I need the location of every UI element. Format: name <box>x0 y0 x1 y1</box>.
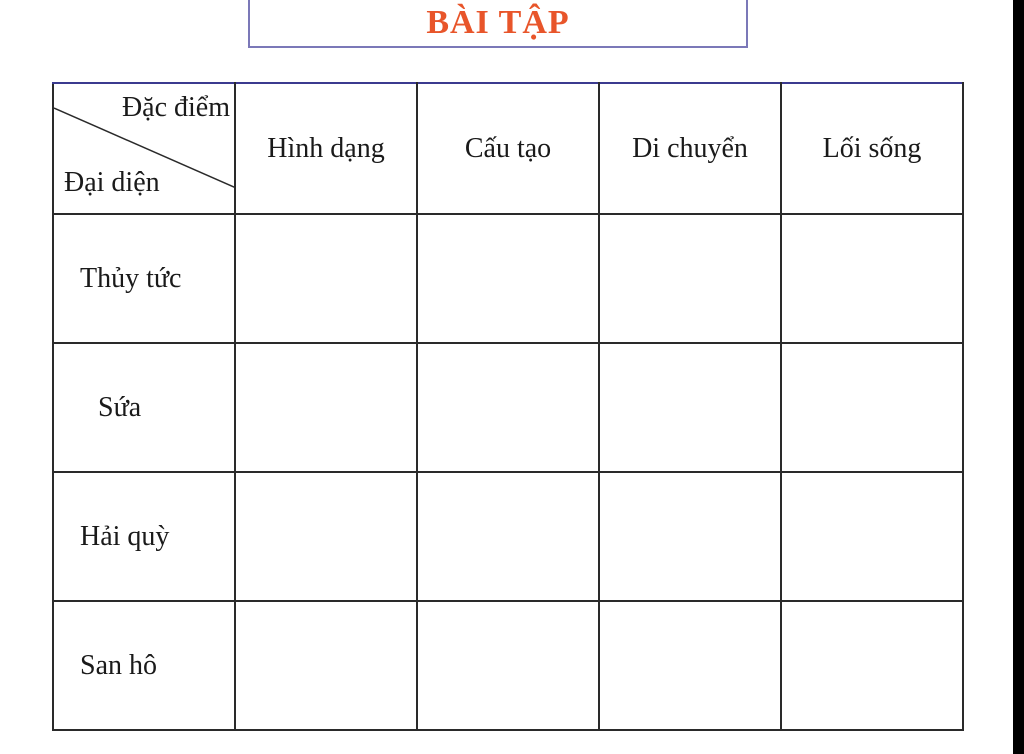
answer-cell[interactable] <box>235 472 417 601</box>
corner-header-cell <box>53 83 235 214</box>
title-box <box>248 0 748 48</box>
corner-label-representatives: Đại diện <box>64 167 160 198</box>
row-label: Sứa <box>53 343 235 472</box>
answer-cell[interactable] <box>781 472 963 601</box>
column-header: Hình dạng <box>235 83 417 214</box>
answer-cell[interactable] <box>235 343 417 472</box>
table-row <box>53 472 963 601</box>
row-label: San hô <box>53 601 235 730</box>
table-row <box>53 343 963 472</box>
answer-cell[interactable] <box>417 214 599 343</box>
answer-cell[interactable] <box>781 214 963 343</box>
answer-cell[interactable] <box>781 601 963 730</box>
corner-label-features: Đặc điểm <box>121 92 230 123</box>
column-header: Di chuyển <box>599 83 781 214</box>
answer-cell[interactable] <box>417 343 599 472</box>
answer-cell[interactable] <box>599 214 781 343</box>
column-header: Cấu tạo <box>417 83 599 214</box>
row-label: Hải quỳ <box>53 472 235 601</box>
answer-cell[interactable] <box>599 343 781 472</box>
column-header: Lối sống <box>781 83 963 214</box>
page-title: BÀI TẬP <box>426 4 570 41</box>
answer-cell[interactable] <box>781 343 963 472</box>
exercise-table <box>52 82 964 731</box>
answer-cell[interactable] <box>599 472 781 601</box>
row-label: Thủy tức <box>53 214 235 343</box>
answer-cell[interactable] <box>235 601 417 730</box>
table-row <box>53 214 963 343</box>
answer-cell[interactable] <box>417 472 599 601</box>
table-header-row <box>53 83 963 214</box>
table-row <box>53 601 963 730</box>
answer-cell[interactable] <box>235 214 417 343</box>
answer-cell[interactable] <box>599 601 781 730</box>
answer-cell[interactable] <box>417 601 599 730</box>
